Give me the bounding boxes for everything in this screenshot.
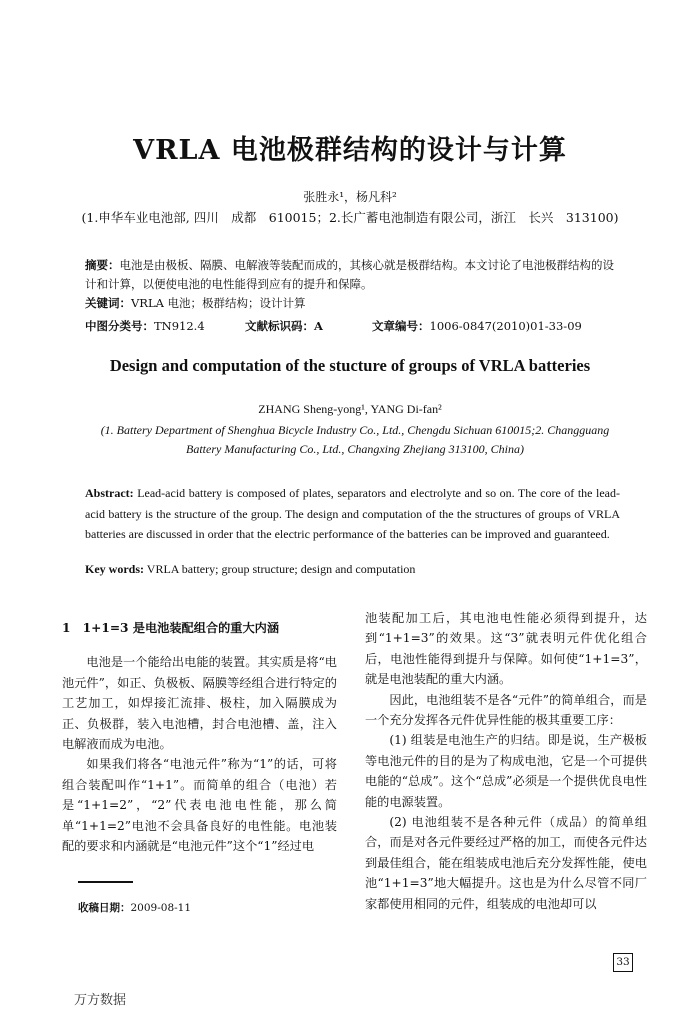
keywords-en-label: Key words: (85, 562, 144, 576)
received-value: 2009-08-11 (130, 902, 192, 914)
authors-chinese: 张胜永¹，杨凡科² (303, 190, 397, 204)
keywords-cn-text: VRLA 电池；极群结构；设计计算 (131, 296, 306, 310)
abstract-english (85, 483, 620, 545)
paragraph: 电池是一个能给出电能的装置。其实质是将“电池元件”，如正、负极板、隔膜等经组合进行特定的工艺加工，如焊接汇流排、极柱，加入隔膜成为正、负极群，装入电池槽，封合电池槽、盖，注入电解液而成为电池。 (62, 655, 337, 752)
abstract-en-label: Abstract: (85, 486, 134, 500)
left-column (62, 618, 337, 856)
clc-label: 中图分类号： (85, 319, 154, 333)
keywords-cn-label: 关键词： (85, 296, 131, 310)
keywords-en-text: VRLA battery; group structure; design and computation (146, 562, 416, 576)
article-no-label: 文章编号： (372, 319, 430, 333)
abstract-cn-label: 摘要： (85, 258, 120, 272)
right-column (365, 608, 647, 914)
doc-code-value: A (314, 319, 323, 333)
paragraph: 如果我们将各“电池元件”称为“1”的话，可将组合装配叫作“1+1”。而简单的组合（电池）若是“1+1=2”，“2”代表电池电性能，那么简单“1+1=2”电池不会具备良好的电性能。电池装配的要求和内涵就是“电池元件”这个“1”经过电 (62, 757, 337, 854)
title-english: Design and computation of the stucture of groups of VRLA batteries (109, 356, 591, 375)
article-no-value: 1006-0847(2010)01-33-09 (429, 319, 582, 333)
affiliation-chinese: (1.申华车业电池部, 四川 成都 610015；2.长广蓄电池制造有限公司，浙江 长兴 313100) (81, 210, 619, 225)
section-heading: 1 1+1=3 是电池装配组合的重大内涵 (62, 621, 280, 635)
abstract-cn-text: 电池是由极板、隔膜、电解液等装配而成的，其核心就是极群结构。本文讨论了电池极群结构的设计和计算，以便使电池的电性能得到应有的提升和保障。 (85, 258, 614, 291)
title-chinese: VRLA 电池极群结构的设计与计算 (133, 135, 567, 166)
classification-line (85, 318, 620, 334)
doc-code-label: 文献标识码： (245, 319, 314, 333)
keywords-english (85, 562, 620, 577)
footnote-divider (78, 881, 133, 883)
abstract-chinese (85, 256, 620, 313)
authors-english: ZHANG Sheng-yong¹, YANG Di-fan² (258, 402, 442, 416)
paragraph: (1) 组装是电池生产的归结。即是说，生产极板等电池元件的目的是为了构成电池，它是一个可提供电能的“总成”。这个“总成”必须是一个提供优良电性能的电源装置。 (365, 733, 647, 809)
affiliation-english: (1. Battery Department of Shenghua Bicycle Industry Co., Ltd., Chengdu Sichuan 610015;2. Changguang Battery Manufacturing Co., Ltd., Changxing Zhejiang 313100, China) (100, 423, 610, 456)
clc-value: TN912.4 (154, 319, 205, 333)
abstract-en-text: Lead-acid battery is composed of plates, separators and electrolyte and so on. The core of the lead-acid battery is the structure of the group. The design and computation of the the structures of groups of VRLA batteries are discussed in order that the electric performance of the batteries can be improved and guaranteed. (85, 486, 621, 541)
paragraph: 因此，电池组装不是各“元件”的简单组合，而是一个充分发挥各元件优异性能的极其重要工序： (365, 692, 647, 728)
page-number: 33 (613, 953, 633, 972)
received-date (78, 900, 191, 915)
watermark: 万方数据 (74, 993, 127, 1008)
received-label: 收稿日期： (78, 902, 131, 914)
paragraph: 池装配加工后，其电池电性能必须得到提升，达到“1+1=3”的效果。这“3”就表明元件优化组合后，电池性能得到提升与保障。如何使“1+1=3”，就是电池装配的重大内涵。 (365, 611, 647, 687)
paragraph: (2) 电池组装不是各种元件（成品）的简单组合，而是对各元件要经过严格的加工，而使各元件达到最佳组合，能在组装成电池后充分发挥性能，使电池“1+1=3”地大幅提升。这也是为什么尽管不同厂家都使用相同的元件，组装成的电池却可以 (365, 815, 647, 911)
